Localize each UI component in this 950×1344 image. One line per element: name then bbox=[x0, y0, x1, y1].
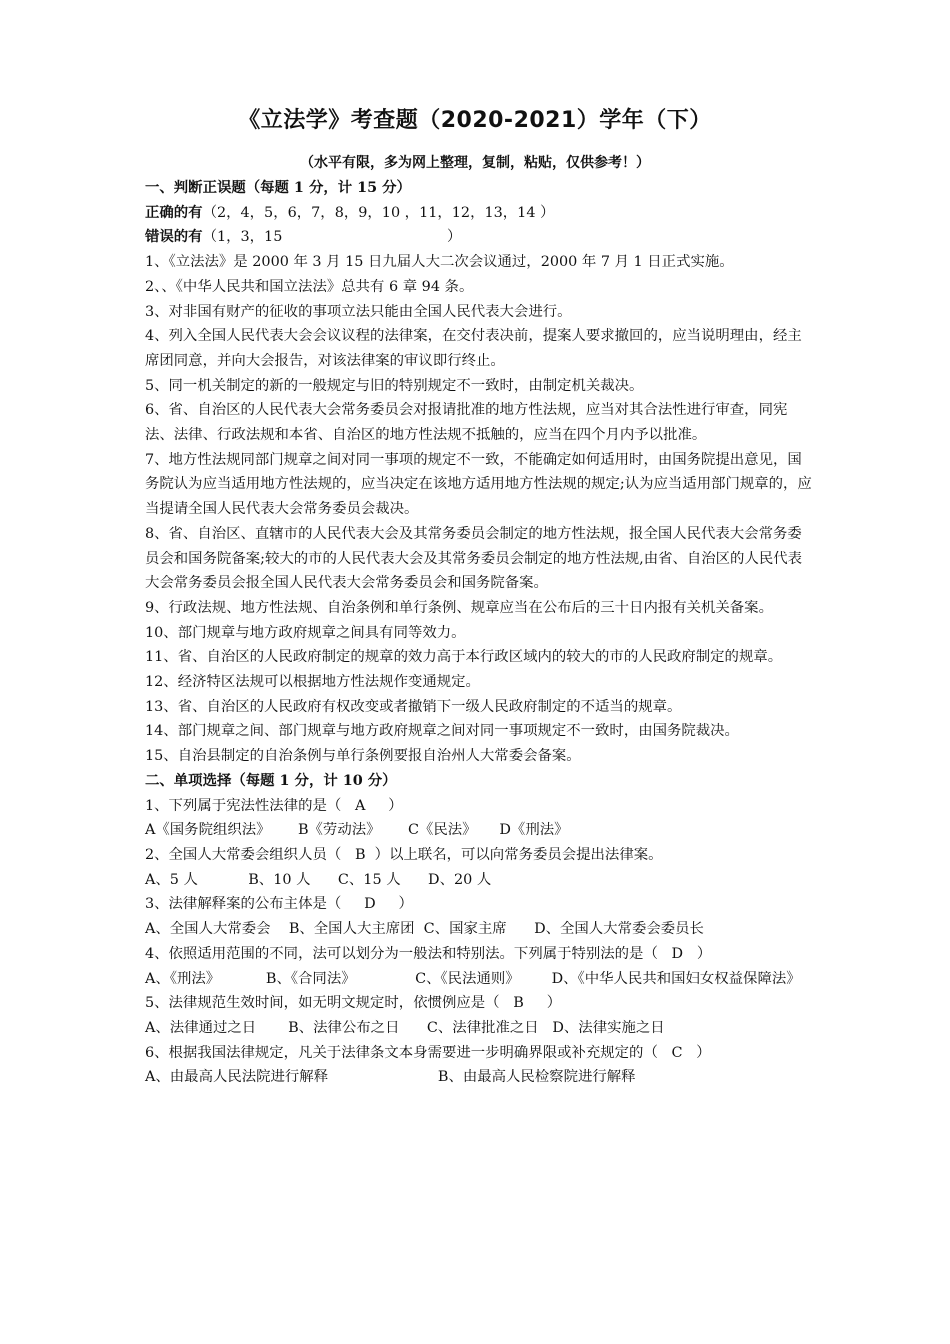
question-item: 4、列入全国人民代表大会会议议程的法律案，在交付表决前，提案人要求撤回的，应当说明理由，经主席团同意，并向大会报告，对该法律案的审议即行终止。 bbox=[145, 328, 802, 369]
section1-heading: 一、判断正误题（每题 1 分，计 15 分） bbox=[145, 179, 411, 196]
question-item: 15、自治县制定的自治条例与单行条例要报自治州人大常委会备案。 bbox=[145, 748, 581, 765]
choice-line: A《国务院组织法》 B《劳动法》 C《民法》 D《刑法》 bbox=[145, 822, 569, 839]
document-subtitle: （水平有限，多为网上整理，复制，粘贴，仅供参考！） bbox=[300, 155, 650, 171]
question-item: 13、省、自治区的人民政府有权改变或者撤销下一级人民政府制定的不适当的规章。 bbox=[145, 698, 682, 715]
question-item: 9、行政法规、地方性法规、自治条例和单行条例、规章应当在公布后的三十日内报有关机关备案。 bbox=[145, 599, 773, 616]
choice-line: A、由最高人民法院进行解释 B、由最高人民检察院进行解释 bbox=[145, 1069, 636, 1086]
choice-line: 4、依照适用范围的不同，法可以划分为一般法和特别法。下列属于特别法的是（ D ） bbox=[145, 945, 712, 962]
question-item: 1、《立法法》是 2000 年 3 月 15 日九届人大二次会议通过，2000 年 7 月 1 日正式实施。 bbox=[145, 254, 734, 271]
document-title: 《立法学》考查题（2020-2021）学年（下） bbox=[238, 108, 712, 133]
document-body bbox=[145, 176, 815, 1090]
correct-answers-line bbox=[145, 201, 815, 226]
correct-label: 正确的有 bbox=[145, 203, 203, 221]
question-item: 2、、《中华人民共和国立法法》总共有 6 章 94 条。 bbox=[145, 278, 474, 295]
question-item: 5、同一机关制定的新的一般规定与旧的特别规定不一致时，由制定机关裁决。 bbox=[145, 377, 644, 394]
question-item: 10、部门规章与地方政府规章之间具有同等效力。 bbox=[145, 624, 466, 641]
section2-heading: 二、单项选择（每题 1 分，计 10 分） bbox=[145, 771, 397, 789]
choice-line: A、法律通过之日 B、法律公布之日 C、法律批准之日 D、法律实施之日 bbox=[145, 1019, 665, 1036]
choice-line: 1、下列属于宪法性法律的是（ A ） bbox=[145, 797, 403, 814]
choice-line: 3、法律解释案的公布主体是（ D ） bbox=[145, 896, 413, 913]
choice-line: 2、全国人大常委会组织人员（ B ）以上联名，可以向常务委员会提出法律案。 bbox=[145, 846, 663, 863]
choice-line: A、《刑法》 B、《合同法》 C、《民法通则》 D、《中华人民共和国妇女权益保障法》 bbox=[145, 970, 801, 987]
choice-line: A、全国人大常委会 B、全国人大主席团 C、国家主席 D、全国人大常委会委员长 bbox=[145, 921, 704, 938]
wrong-label: 错误的有 bbox=[145, 228, 203, 246]
question-item: 8、省、自治区、直辖市的人民代表大会及其常务委员会制定的地方性法规，报全国人民代表大会常务委员会和国务院备案;较大的市的人民代表大会及其常务委员会制定的地方性法规,由省、自治区的人民代表大会常务委员会报全国人民代表大会常务委员会和国务院备案。 bbox=[145, 525, 803, 592]
question-item: 11、省、自治区的人民政府制定的规章的效力高于本行政区域内的较大的市的人民政府制定的规章。 bbox=[145, 649, 783, 666]
choice-line: 5、法律规范生效时间，如无明文规定时，依惯例应是（ B ） bbox=[145, 995, 562, 1012]
question-item: 12、经济特区法规可以根据地方性法规作变通规定。 bbox=[145, 674, 480, 691]
wrong-values: （1，3，15 ） bbox=[202, 229, 462, 246]
choice-line: A、5 人 B、10 人 C、15 人 D、20 人 bbox=[145, 871, 492, 888]
wrong-answers-line bbox=[145, 225, 815, 250]
question-item: 7、地方性法规同部门规章之间对同一事项的规定不一致，不能确定如何适用时，由国务院提出意见，国务院认为应当适用地方性法规的，应当决定在该地方适用地方性法规的规定;认为应当适用部门规章的，应当提请全国人民代表大会常务委员会裁决。 bbox=[145, 451, 812, 518]
correct-values: （2，4，5，6，7，8，9，10 ，11，12，13，14 ） bbox=[202, 204, 555, 221]
question-item: 14、部门规章之间、部门规章与地方政府规章之间对同一事项规定不一致时，由国务院裁决。 bbox=[145, 723, 739, 740]
question-item: 3、对非国有财产的征收的事项立法只能由全国人民代表大会进行。 bbox=[145, 303, 572, 320]
choice-line: 6、根据我国法律规定，凡关于法律条文本身需要进一步明确界限或补充规定的（ C ） bbox=[145, 1044, 711, 1061]
question-item: 6、省、自治区的人民代表大会常务委员会对报请批准的地方性法规，应当对其合法性进行审查，同宪法、法律、行政法规和本省、自治区的地方性法规不抵触的，应当在四个月内予以批准。 bbox=[145, 402, 788, 444]
